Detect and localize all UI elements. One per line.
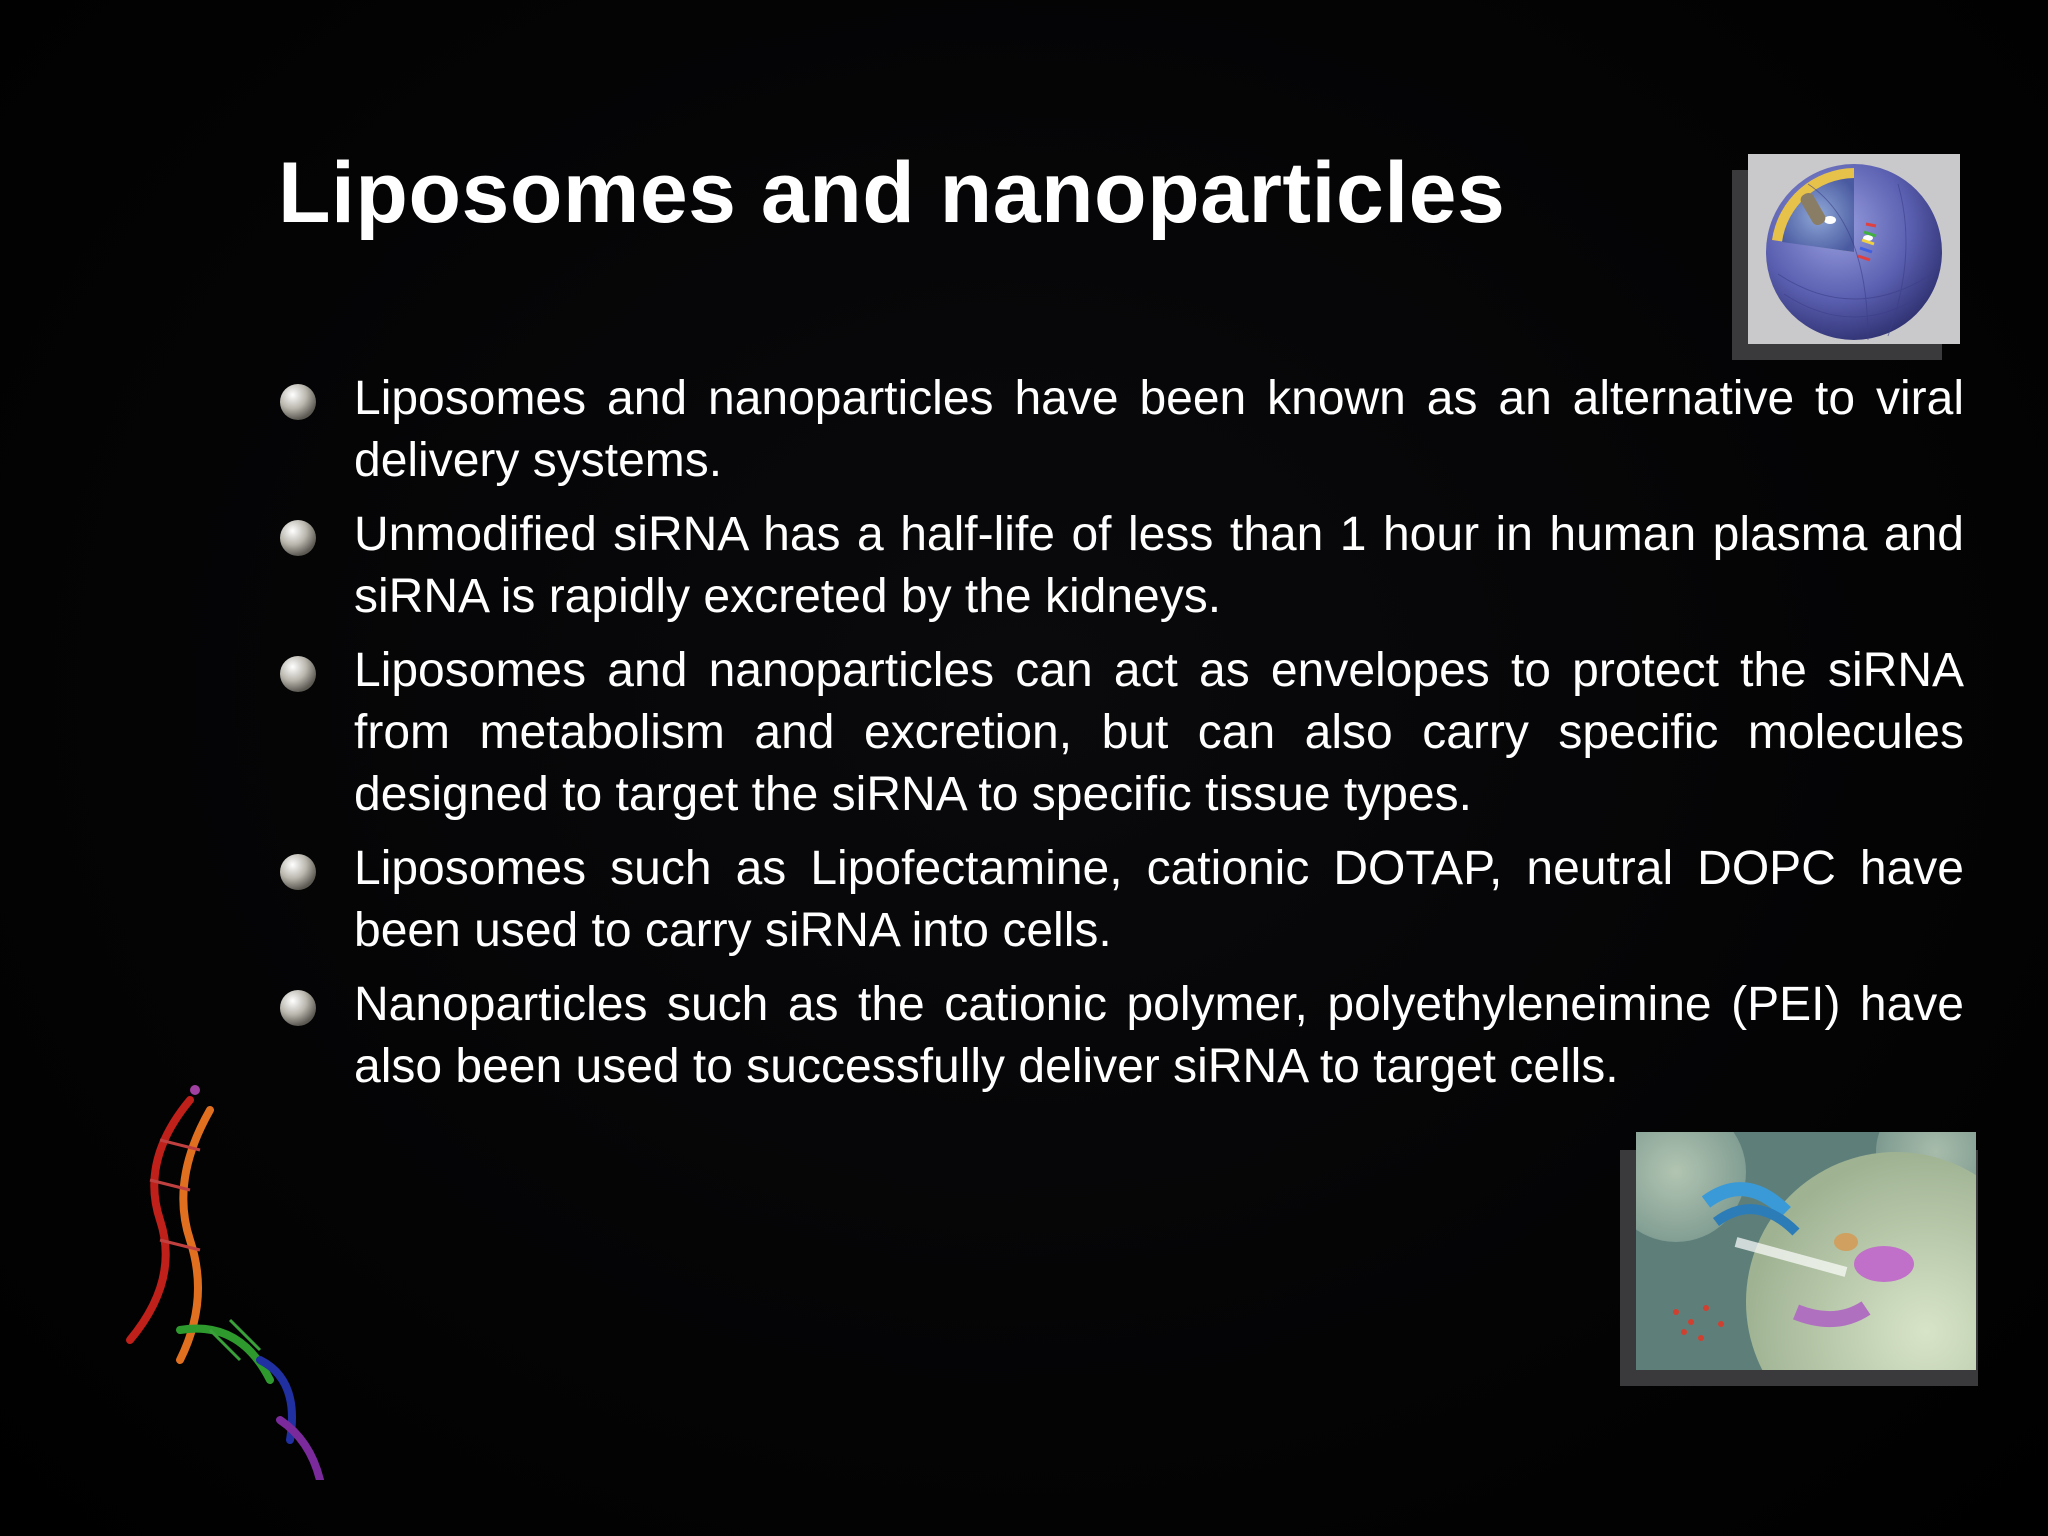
list-item bbox=[278, 640, 1964, 826]
bullet-text: Liposomes and nanoparticles have been known as an alternative to viral delivery systems. bbox=[354, 372, 1964, 487]
slide-title: Liposomes and nanoparticles bbox=[278, 145, 1506, 241]
sphere-bullet-icon bbox=[278, 988, 318, 1028]
list-item bbox=[278, 974, 1964, 1098]
list-item bbox=[278, 838, 1964, 962]
list-item bbox=[278, 504, 1964, 628]
sphere-bullet-icon bbox=[278, 382, 318, 422]
bullet-text: Unmodified siRNA has a half-life of less than 1 hour in human plasma and siRNA is rapidly excreted by the kidneys. bbox=[354, 508, 1964, 623]
bullet-text: Liposomes such as Lipofectamine, cationic DOTAP, neutral DOPC have been used to carry siRNA into cells. bbox=[354, 842, 1964, 957]
sphere-bullet-icon bbox=[278, 852, 318, 892]
bullet-list bbox=[278, 368, 1964, 1110]
dna-helix-image bbox=[120, 1080, 380, 1480]
sphere-bullet-icon bbox=[278, 654, 318, 694]
cell-delivery-image bbox=[1636, 1132, 1976, 1370]
liposome-image bbox=[1748, 154, 1960, 344]
list-item bbox=[278, 368, 1964, 492]
sphere-bullet-icon bbox=[278, 518, 318, 558]
bullet-text: Nanoparticles such as the cationic polymer, polyethyleneimine (PEI) have also been used to successfully deliver siRNA to target cells. bbox=[354, 978, 1964, 1093]
bullet-text: Liposomes and nanoparticles can act as envelopes to protect the siRNA from metabolism and excretion, but can also carry specific molecules designed to target the siRNA to specific tissue types. bbox=[354, 644, 1964, 821]
